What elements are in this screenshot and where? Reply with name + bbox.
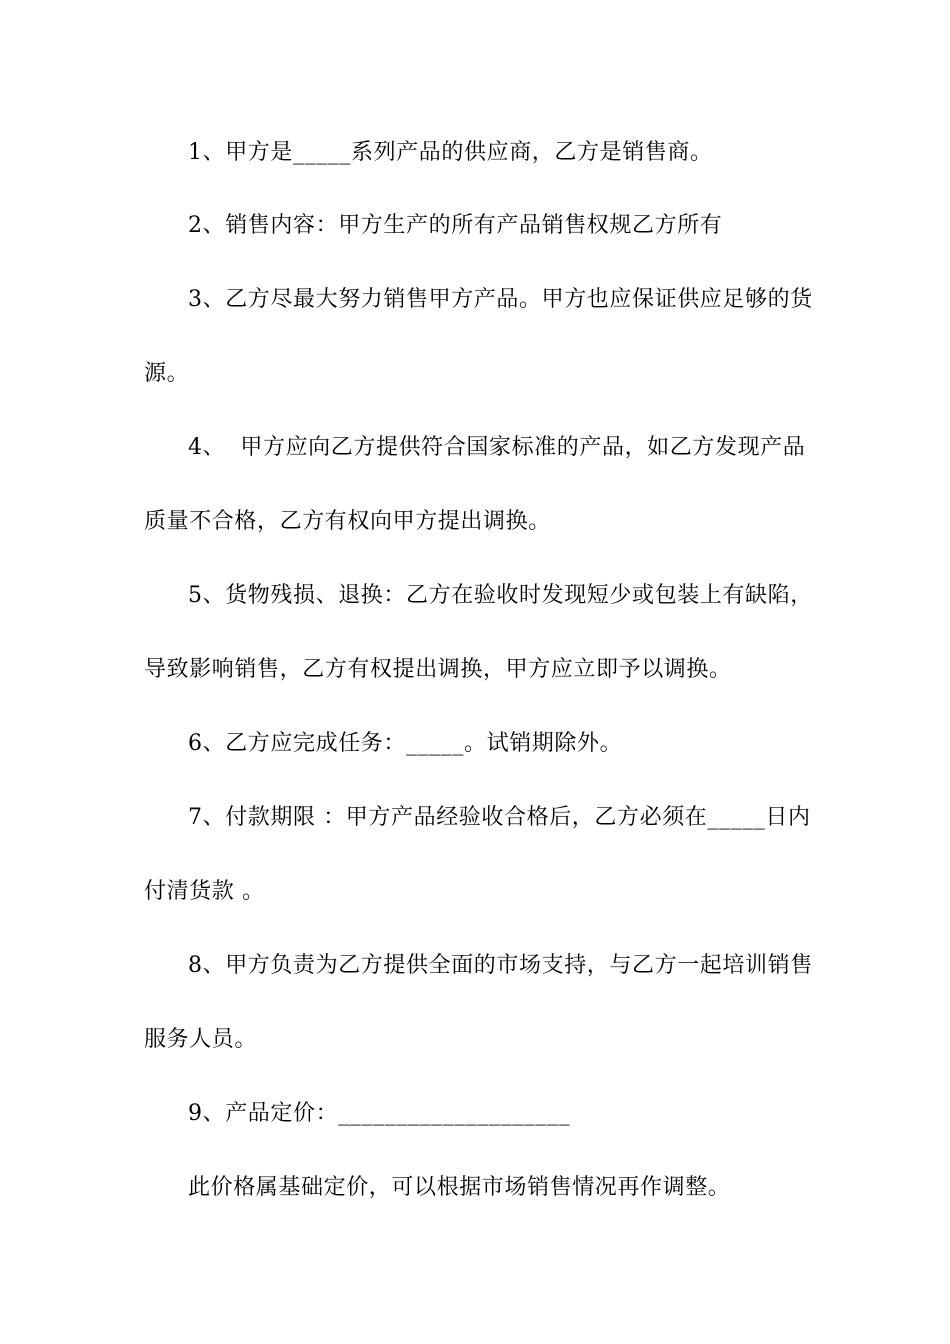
clause-1-line-1: 1、甲方是_____系列产品的供应商，乙方是销售商。	[188, 140, 713, 165]
clause-5-line-2: 导致影响销售，乙方有权提出调换，甲方应立即予以调换。	[144, 657, 732, 682]
clause-3-line-2: 源。	[144, 361, 190, 386]
clause-4-line-2: 质量不合格，乙方有权向甲方提出调换。	[144, 509, 551, 534]
clause-9-line-1: 9、产品定价：____________________	[188, 1101, 571, 1126]
clause-6-line-1: 6、乙方应完成任务：_____。试销期除外。	[188, 731, 623, 756]
clause-2-line-1: 2、销售内容：甲方生产的所有产品销售权规乙方所有	[188, 213, 723, 238]
clause-8-line-1: 8、甲方负责为乙方提供全面的市场支持，与乙方一起培训销售	[188, 953, 813, 978]
pricing-note: 此价格属基础定价，可以根据市场销售情况再作调整。	[188, 1175, 731, 1200]
clause-4-line-1: 4、 甲方应向乙方提供符合国家标准的产品，如乙方发现产品	[188, 435, 806, 460]
clause-7-line-1: 7、付款期限 ：甲方产品经验收合格后，乙方必须在_____日内	[188, 805, 811, 830]
clause-3-line-1: 3、乙方尽最大努力销售甲方产品。甲方也应保证供应足够的货	[188, 287, 813, 312]
clause-7-line-2: 付清货款 。	[144, 879, 265, 904]
clause-8-line-2: 服务人员。	[144, 1027, 258, 1052]
clause-5-line-1: 5、货物残损、退换：乙方在验收时发现短少或包装上有缺陷，	[188, 583, 813, 608]
